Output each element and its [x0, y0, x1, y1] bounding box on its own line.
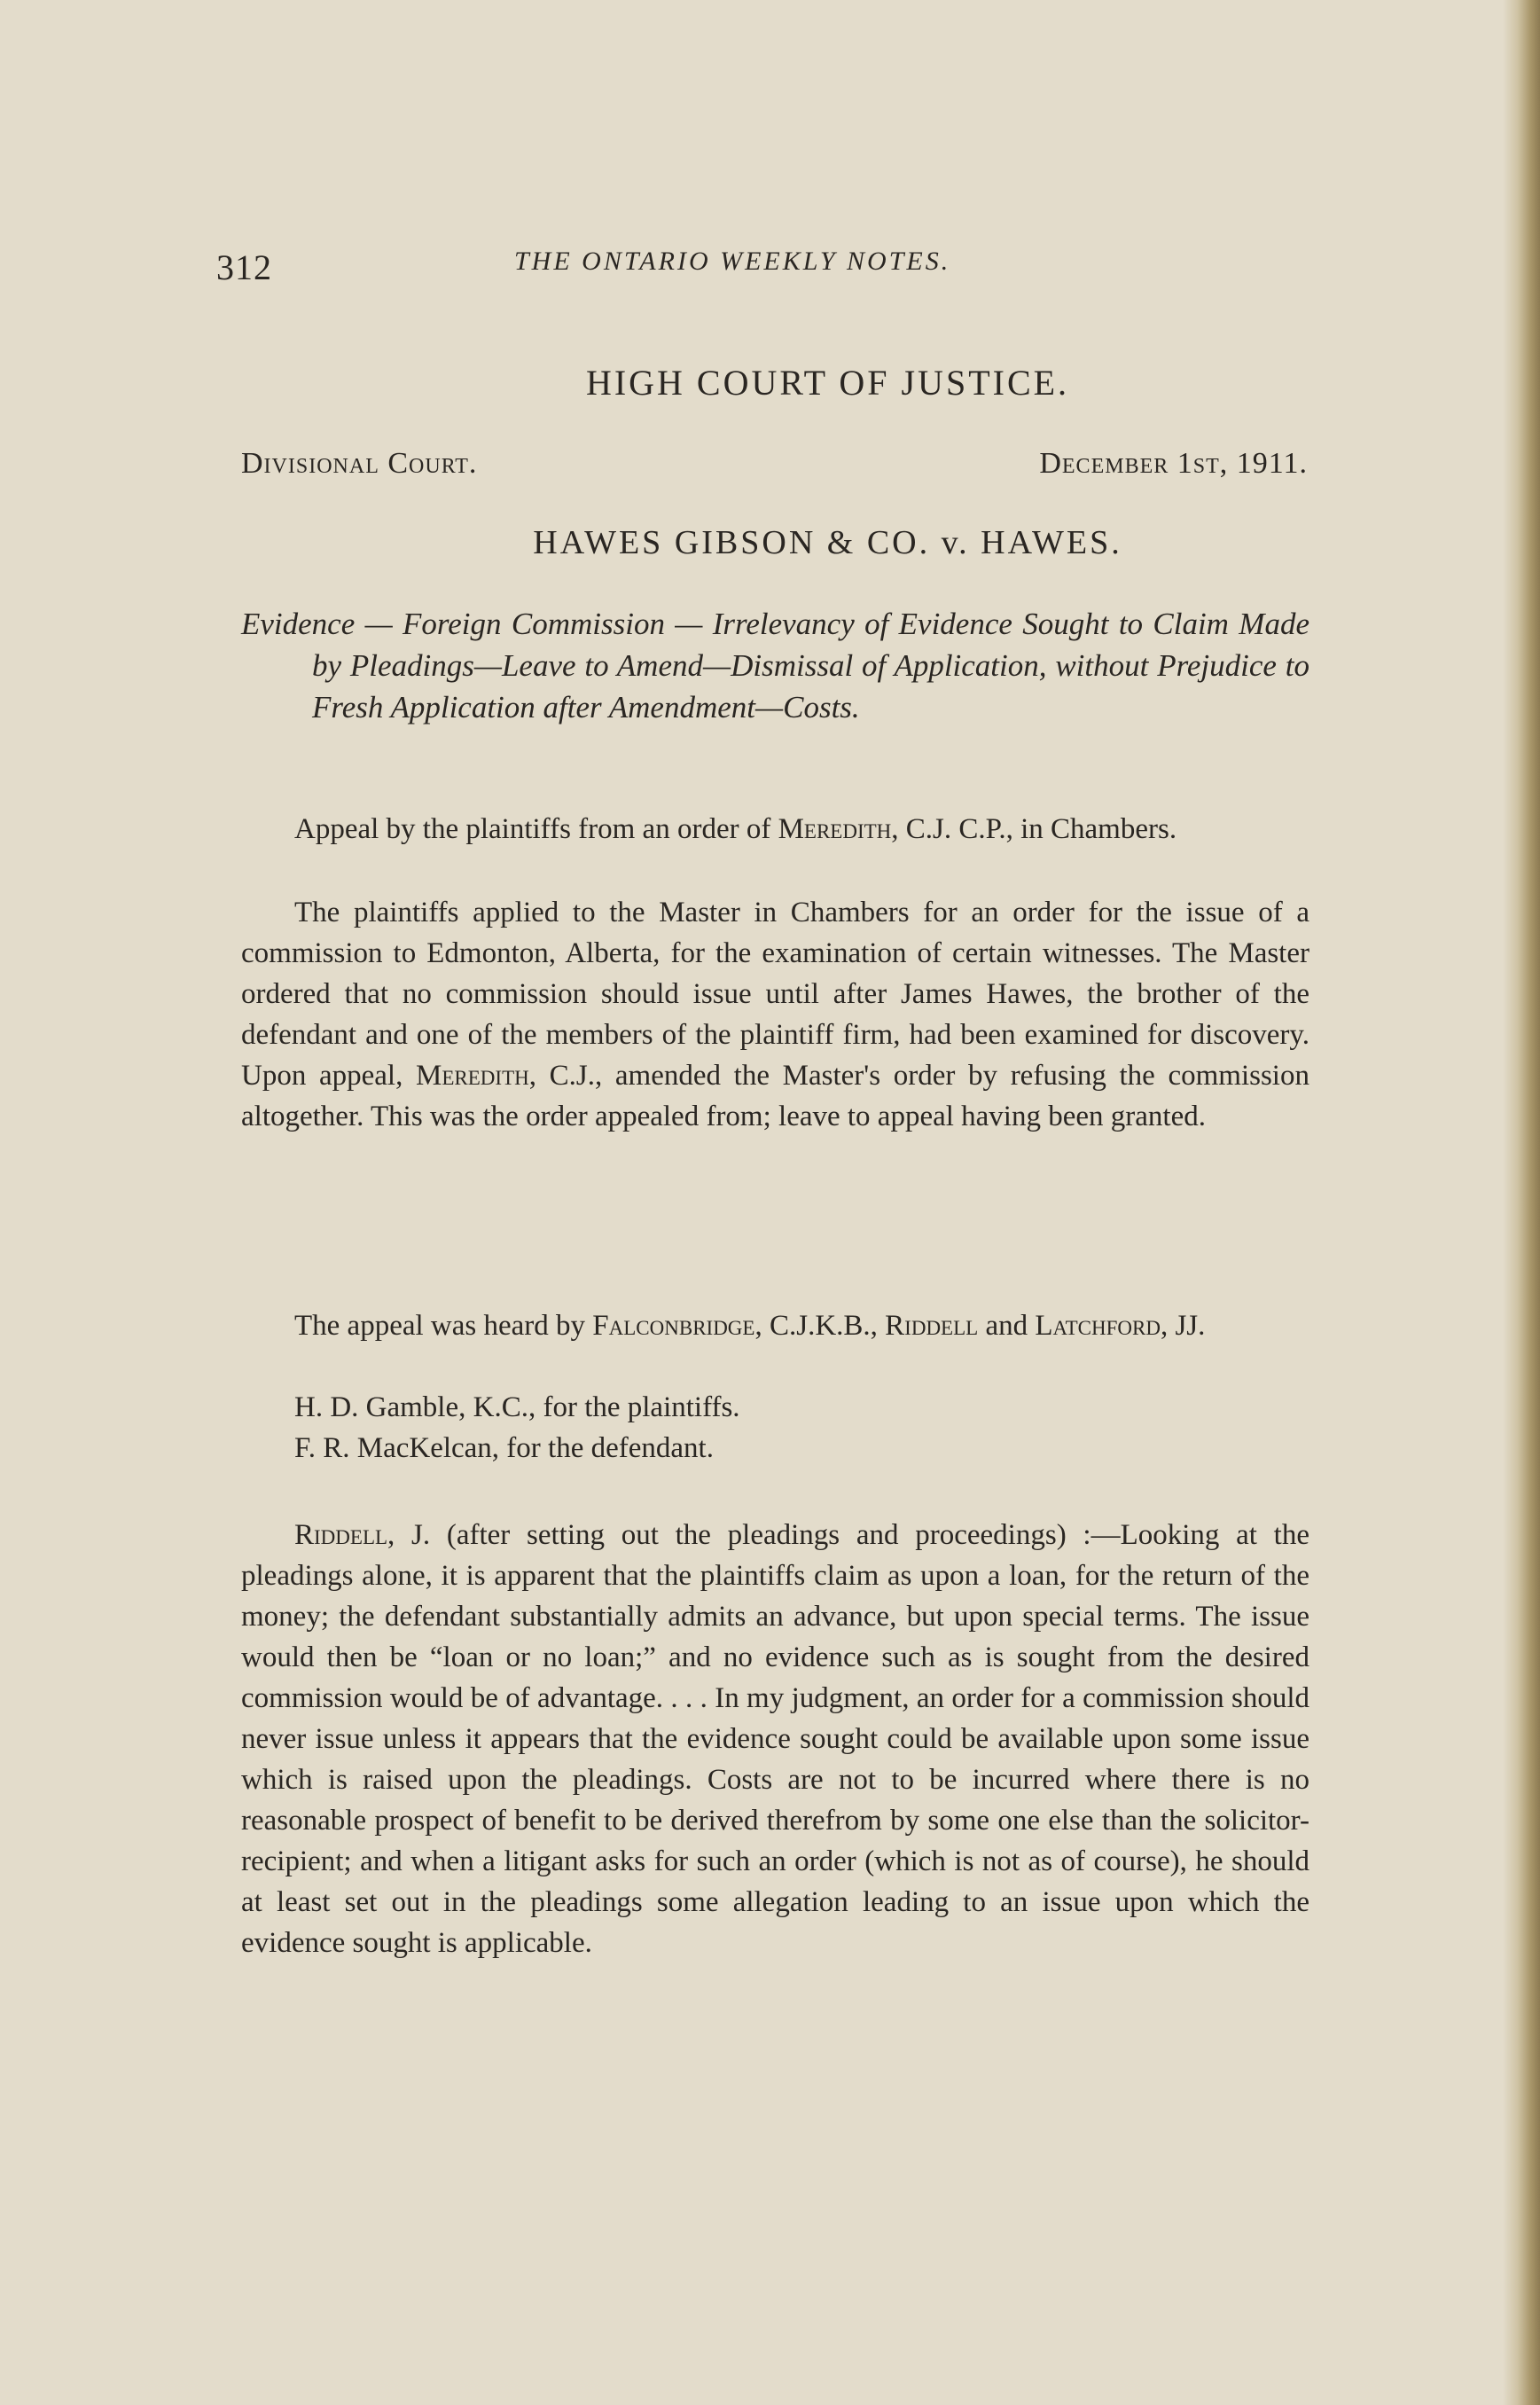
judge-name: Latchford — [1035, 1310, 1161, 1342]
heard-paragraph — [241, 1305, 1309, 1346]
heard-text-before: The appeal was heard by — [294, 1310, 593, 1342]
page-number: 312 — [216, 247, 272, 287]
heard-text-mid1: , C.J.K.B., — [754, 1310, 886, 1342]
counsel-defendant — [241, 1428, 1309, 1469]
judgment-text: , J. (after setting out the pleadings and proceedings) :—Looking at the pleadings alone, it is apparent that the plaintiffs claim as upon a loan, for the return of the money; the defendant substantially admits an advance, but upon special terms. The issue would then be “loan or no loan;” and no evidence such as is sought from the desired commission would be of advantage. . . . In my judgment, an order for a commission should never issue unless it appears that the evidence sought could be available upon some issue which is raised upon the pleadings. Costs are not to be incurred where there is no reasonable prospect of benefit to be derived therefrom by some one else than the solicitor-recipient; and when a litigant asks for such an order (which is not as of course), he should at least set out in the pleadings some allegation leading to an issue upon which the evidence sought is applicable. — [241, 1519, 1309, 1959]
judge-name: Meredith — [778, 813, 892, 845]
facts-text-part1: The plaintiffs applied to the Master in Chambers for an order for the issue of a commission to Edmonton, Alberta, for the examination of certain witnesses. The Master ordered that no commission should issue until after James Hawes, the brother of the defendant and one of the members of the plaintiff firm, had been examined for discovery. Upon appeal, — [241, 897, 1309, 1092]
appeal-text-after: , C.J. C.P., in Chambers. — [891, 813, 1177, 845]
judgment-paragraph — [241, 1515, 1309, 1963]
headnote — [241, 603, 1309, 728]
judge-name: Riddell — [885, 1310, 979, 1342]
judge-name: Falconbridge — [592, 1310, 755, 1342]
facts-paragraph — [241, 892, 1309, 1137]
headnote-text: Evidence — Foreign Commission — Irrelevancy of Evidence Sought to Claim Made by Pleadings—Leave to Amend—Dismissal of Application, without Prejudice to Fresh Application after Amendment—Costs. — [241, 607, 1309, 725]
judge-name: Riddell — [294, 1519, 388, 1551]
counsel-defendant-text: F. R. MacKelcan, for the defendant. — [294, 1432, 714, 1464]
division: Divisional Court. — [241, 447, 478, 480]
decision-date: December 1st, 1911. — [1039, 447, 1308, 480]
running-head: THE ONTARIO WEEKLY NOTES. — [514, 247, 951, 276]
case-title: HAWES GIBSON & CO. v. HAWES. — [533, 524, 1122, 561]
heard-text-mid2: and — [978, 1310, 1036, 1342]
heard-text-after: , JJ. — [1160, 1310, 1206, 1342]
court-title: HIGH COURT OF JUSTICE. — [585, 363, 1070, 403]
appeal-paragraph — [241, 809, 1309, 850]
facts-text-part2: , C.J., amended the Master's order by refusing the commission altogether. This was the order appealed from; leave to appeal having been granted. — [241, 1060, 1309, 1132]
counsel-plaintiffs-text: H. D. Gamble, K.C., for the plaintiffs. — [294, 1391, 740, 1423]
judge-name: Meredith — [416, 1060, 529, 1092]
counsel-plaintiffs — [241, 1387, 1309, 1428]
page-edge — [1503, 0, 1540, 2405]
appeal-text-before: Appeal by the plaintiffs from an order of — [294, 813, 778, 845]
